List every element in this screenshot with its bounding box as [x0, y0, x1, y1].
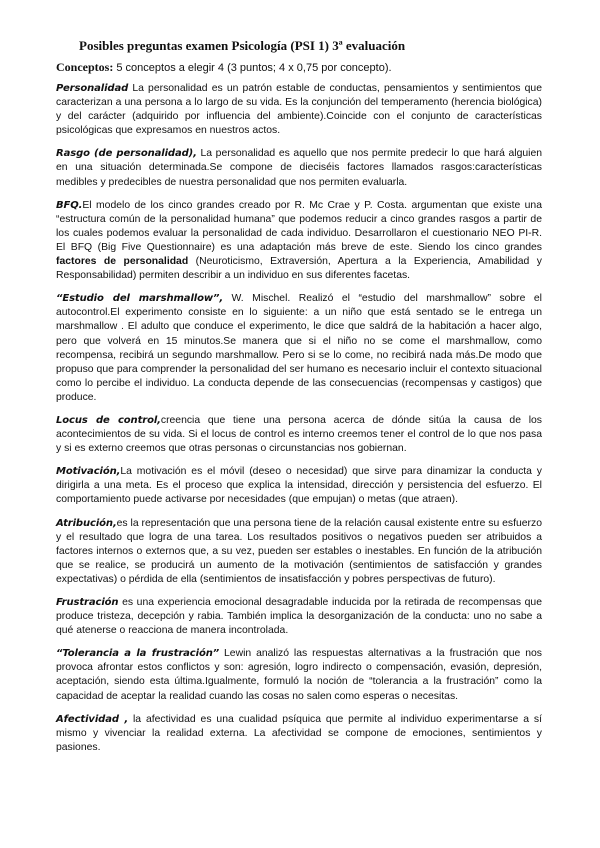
intro-text: 5 conceptos a elegir 4 (3 puntos; 4 x 0,75 por concepto). [113, 62, 392, 74]
section-term: “Estudio del marshmallow”, [56, 293, 224, 305]
section-text: Lewin analizó las respuestas alternativas a la frustración que nos provoca afrontar estos conflictos y son: agresión, logro indirecto o compensación, evasión, depresión, aceptación, siendo esta última.Igualmente, formuló la noción de “tolerancia a la frustración” como la capacidad de aceptar la realidad cuando las cosas no salen como esperas o necesitas. [56, 648, 543, 702]
section-marshmallow [56, 292, 542, 405]
intro-line [56, 60, 542, 75]
section-term: Personalidad [56, 83, 129, 94]
section-strong-text: factores de personalidad [56, 256, 189, 268]
document-page [56, 38, 542, 764]
section-tolerancia [56, 647, 542, 703]
section-text: creencia que tiene una persona acerca de dónde sitúa la causa de los acontecimientos de su vida. Si el locus de control es interno creemos tener el control de lo que nos pasa y si es externo creemos que otras personas o circunstancias nos gobiernan. [56, 414, 542, 455]
section-term: Afectividad , [56, 713, 129, 725]
section-text: La motivación es el móvil (deseo o necesidad) que sirve para dinamizar la conducta y dirigirla a una meta. Es el proceso que explica la intensidad, dirección y persistencia del esfuerzo. El comportamiento puede activarse por necesidades (que empujan) o metas (que atraen). [56, 466, 542, 506]
section-text: es la representación que una persona tiene de la relación causal existente entre su esfuerzo y el resultado que logra de una tarea. Los resultados positivos o negativos pueden ser atribuidos a factores internos o externos que, a su vez, pueden ser estables o inestables. En función de la atribución que se realice, se producirá un aumento de la motivación (sentimientos de satisfacción y grandes expectativas) o pérdida de ella (sentimientos de insatisfacción y pobres perspectivas de futuro). [56, 517, 542, 585]
section-term: Motivación, [56, 466, 121, 478]
section-frustracion [56, 596, 542, 638]
section-bfq [56, 199, 542, 284]
section-term: Frustración [56, 597, 119, 608]
section-text: la afectividad es una cualidad psíquica que permite al individuo experimentarse a sí mismo y vivenciar la realidad externa. La afectividad se compone de emociones, sentimientos y pasiones. [56, 713, 542, 753]
section-term: Rasgo (de personalidad), [56, 148, 197, 160]
document-title: Posibles preguntas examen Psicología (PSI 1) 3ª evaluación [79, 38, 406, 53]
section-term: BFQ. [56, 199, 83, 211]
section-term: Locus de control, [56, 414, 161, 426]
section-term: Atribución, [56, 517, 117, 529]
section-text-after: (Neuroticismo, Extraversión, Apertura a la Experiencia, Amabilidad y Responsabilidad) permiten describir a un individuo en sus diferentes facetas. [56, 256, 542, 282]
section-text: El modelo de los cinco grandes creado por R. Mc Crae y P. Costa. argumentan que existe una “estructura común de la personalidad humana” que podemos reducir a cinco grandes rasgos a partir de los cuales podemos evaluar la personalidad de cada individuo. Desarrollaron el cuestionario NEO PI-R. El BFQ (Big Five Questionnaire) es una adaptación más breve de este. Siendo los cinco grandes [56, 199, 542, 253]
section-motivacion [56, 465, 542, 507]
intro-label: Conceptos: [56, 60, 114, 74]
section-atribucion [56, 517, 542, 587]
section-personalidad [56, 82, 542, 138]
section-afectividad [56, 713, 542, 755]
section-text: La personalidad es un patrón estable de conductas, pensamientos y sentimientos que caracterizan a una persona a lo largo de su vida. Es la conjunción del temperamento (herencia biológica) y del carácter (adquirido por influencia del ambiente).Coincide con el conjunto de características psicológicas que expresamos en nuestros actos. [56, 83, 542, 137]
section-rasgo [56, 147, 542, 189]
section-locus [56, 414, 542, 456]
section-text: La personalidad es aquello que nos permite predecir lo que hará alguien en una situación determinada.Se compone de dieciséis factores llamados rasgos:características medibles y predecibles de nuestra personalidad que nos permiten evaluarla. [56, 148, 542, 188]
section-text: es una experiencia emocional desagradable inducida por la retirada de recompensas que produce tristeza, decepción y rabia. También implica la desorganización de la conducta: uno no sabe a qué atenerse o reacciona de manera incontrolada. [56, 597, 542, 637]
section-term: “Tolerancia a la frustración” [56, 648, 220, 660]
section-text: W. Mischel. Realizó el “estudio del marshmallow” sobre el autocontrol.El experimento consiste en lo siguiente: a un niño que está sentado se le entrega un marshmallow . El adulto que conduce el experimento, le dice que saldrá de la habitación a hacer algo, pero que volverá en 15 minutos.Se manera que si el niño no se come el marshmallow, como recompensa, recibirá un segundo marshmallow. Pero si se lo come, no recibirá nada más.De modo que propuso que para comprender la personalidad del ser humano es necesario incluir el contexto situacional como lo percibe el individuo. La conducta depende de las consecuencias (recompensas y castigos) que produce. [56, 293, 542, 403]
